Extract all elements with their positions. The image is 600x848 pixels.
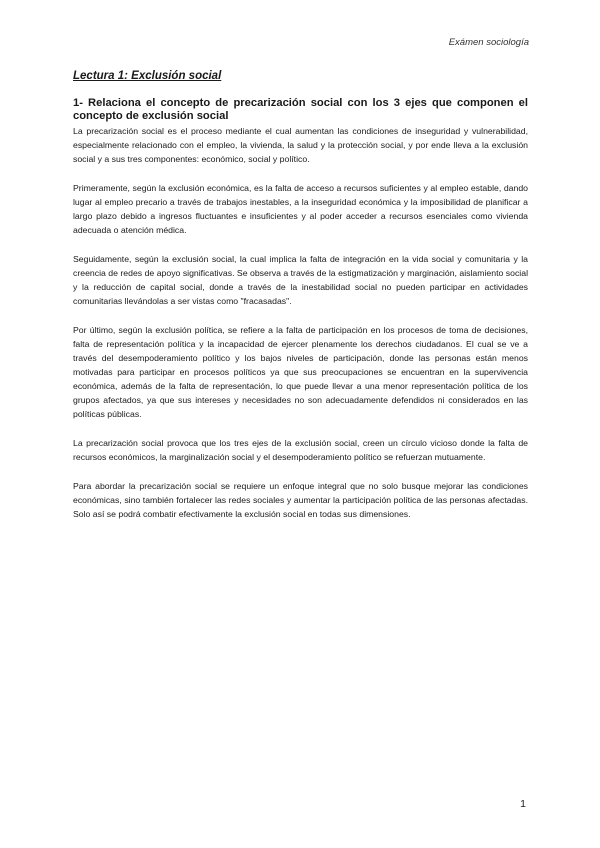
paragraph-political-exclusion: Por último, según la exclusión política, se refiere a la falta de participación en los procesos de toma de decisiones, falta de representación política y la incapacidad de ejercer plenamente los derechos ciudadanos. El cual se ve a través del desempoderamiento político y los bajos niveles de participación, donde las personas están menos motivadas para participar en procesos políticos ya que sus preocupaciones se encuentran en la supervivencia económica, además de la falta de representación, lo que puede llevar a una menor representación política de los grupos afectados, ya que sus intereses y necesidades no son adecuadamente defendidos ni considerados en las políticas públicas. [73,325,528,419]
paragraph-vicious-circle: La precarización social provoca que los tres ejes de la exclusión social, creen un círculo vicioso donde la falta de recursos económicos, la marginalización social y el desempoderamiento político se refuerzan mutuamente. [73,438,528,462]
lectura-title: Lectura 1: Exclusión social [73,70,222,82]
question-heading: 1- Relaciona el concepto de precarización social con los 3 ejes que componen el concepto de exclusión social [73,97,528,122]
paragraph-intro: La precarización social es el proceso mediante el cual aumentan las condiciones de inseguridad y vulnerabilidad, especialmente relacionado con el empleo, la vivienda, la salud y la protección social, y por ende lleva a la exclusión social y a sus tres componentes: económico, social y político. [73,126,528,164]
page-header-title: Exámen sociología [448,37,529,48]
paragraph-economic-exclusion: Primeramente, según la exclusión económica, es la falta de acceso a recursos suficientes y al empleo estable, dando lugar al empleo precario a través de trabajos inestables, a la inseguridad económica y la imposibilidad de planificar a largo plazo debido a ingresos fluctuantes e insuficientes y al poder acceder a recursos esenciales como vivienda adecuada o atención médica. [73,183,528,235]
paragraph-conclusion: Para abordar la precarización social se requiere un enfoque integral que no solo busque mejorar las condiciones económicas, sino también fortalecer las redes sociales y aumentar la participación política de las personas afectadas. Solo así se podrá combatir efectivamente la exclusión social en todas sus dimensiones. [73,481,528,519]
paragraph-social-exclusion: Seguidamente, según la exclusión social, la cual implica la falta de integración en la vida social y comunitaria y la creencia de redes de apoyo significativas. Se observa a través de la estigmatización y marginación, aislamiento social y la reducción de capital social, donde a través de la inestabilidad social no pueden participar en actividades comunitarias llevándolas a ser vistas como "fracasadas". [73,254,528,306]
document-body [73,70,528,536]
page-number: 1 [520,798,526,810]
